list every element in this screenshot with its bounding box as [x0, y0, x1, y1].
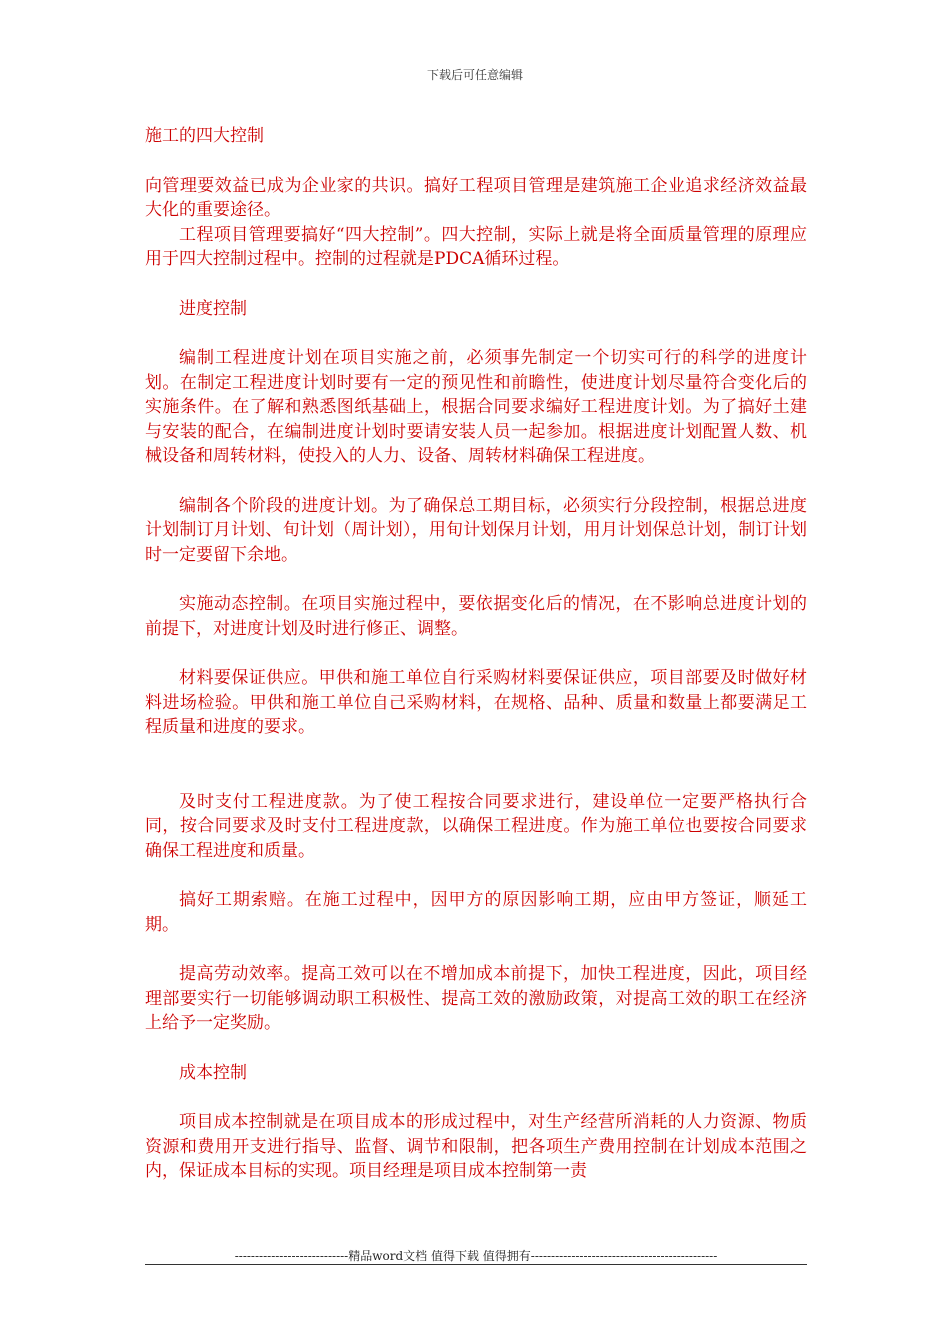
section-heading-schedule: 进度控制 — [179, 298, 247, 319]
intro-paragraph: 向管理要效益已成为企业家的共识。搞好工程项目管理是建筑施工企业追求经济效益最大化的重要途径。 — [145, 175, 807, 220]
intro-paragraph-2: 工程项目管理要搞好“四大控制”。四大控制，实际上就是将全面质量管理的原理应用于四大控制过程中。控制的过程就是PDCA循环过程。 — [145, 224, 807, 269]
schedule-paragraph-7: 提高劳动效率。提高工效可以在不增加成本前提下，加快工程进度，因此，项目经理部要实行一切能够调动职工积极性、提高工效的激励政策，对提高工效的职工在经济上给予一定奖励。 — [145, 964, 807, 1033]
schedule-paragraph-2: 编制各个阶段的进度计划。为了确保总工期目标，必须实行分段控制，根据总进度计划制订月计划、旬计划（周计划），用旬计划保月计划，用月计划保总计划，制订计划时一定要留下余地。 — [145, 495, 807, 565]
cost-paragraph-1: 项目成本控制就是在项目成本的形成过程中，对生产经营所消耗的人力资源、物质资源和费用开支进行指导、监督、调节和限制，把各项生产费用控制在计划成本范围之内，保证成本目标的实现。项目经理是项目成本控制第一责 — [145, 1112, 807, 1181]
section-heading-cost: 成本控制 — [179, 1062, 247, 1083]
footer-rule — [145, 1264, 807, 1265]
schedule-paragraph-1: 编制工程进度计划在项目实施之前，必须事先制定一个切实可行的科学的进度计划。在制定工程进度计划时要有一定的预见性和前瞻性，使进度计划尽量符合变化后的实施条件。在了解和熟悉图纸基础上，根据合同要求编好工程进度计划。为了搞好土建与安装的配合，在编制进度计划时要请安装人员一起参加。根据进度计划配置人数、机械设备和周转材料，使投入的人力、设备、周转材料确保工程进度。 — [145, 348, 807, 466]
schedule-paragraph-4: 材料要保证供应。甲供和施工单位自行采购材料要保证供应，项目部要及时做好材料进场检验。甲供和施工单位自己采购材料，在规格、品种、质量和数量上都要满足工程质量和进度的要求。 — [145, 668, 807, 737]
document-body — [145, 124, 807, 1184]
schedule-paragraph-3: 实施动态控制。在项目实施过程中，要依据变化后的情况，在不影响总进度计划的前提下，对进度计划及时进行修正、调整。 — [145, 594, 807, 639]
schedule-paragraph-5: 及时支付工程进度款。为了使工程按合同要求进行，建设单位一定要严格执行合同，按合同要求及时支付工程进度款，以确保工程进度。作为施工单位也要按合同要求确保工程进度和质量。 — [145, 791, 807, 861]
page-footer: ----------------------------精品word文档 值得下载 值得拥有---------------------------------------------- — [234, 1249, 718, 1263]
schedule-paragraph-6: 搞好工期索赔。在施工过程中，因甲方的原因影响工期，应由甲方签证，顺延工期。 — [145, 890, 807, 935]
page-header: 下载后可任意编辑 — [426, 68, 523, 82]
document-title: 施工的四大控制 — [145, 126, 264, 146]
